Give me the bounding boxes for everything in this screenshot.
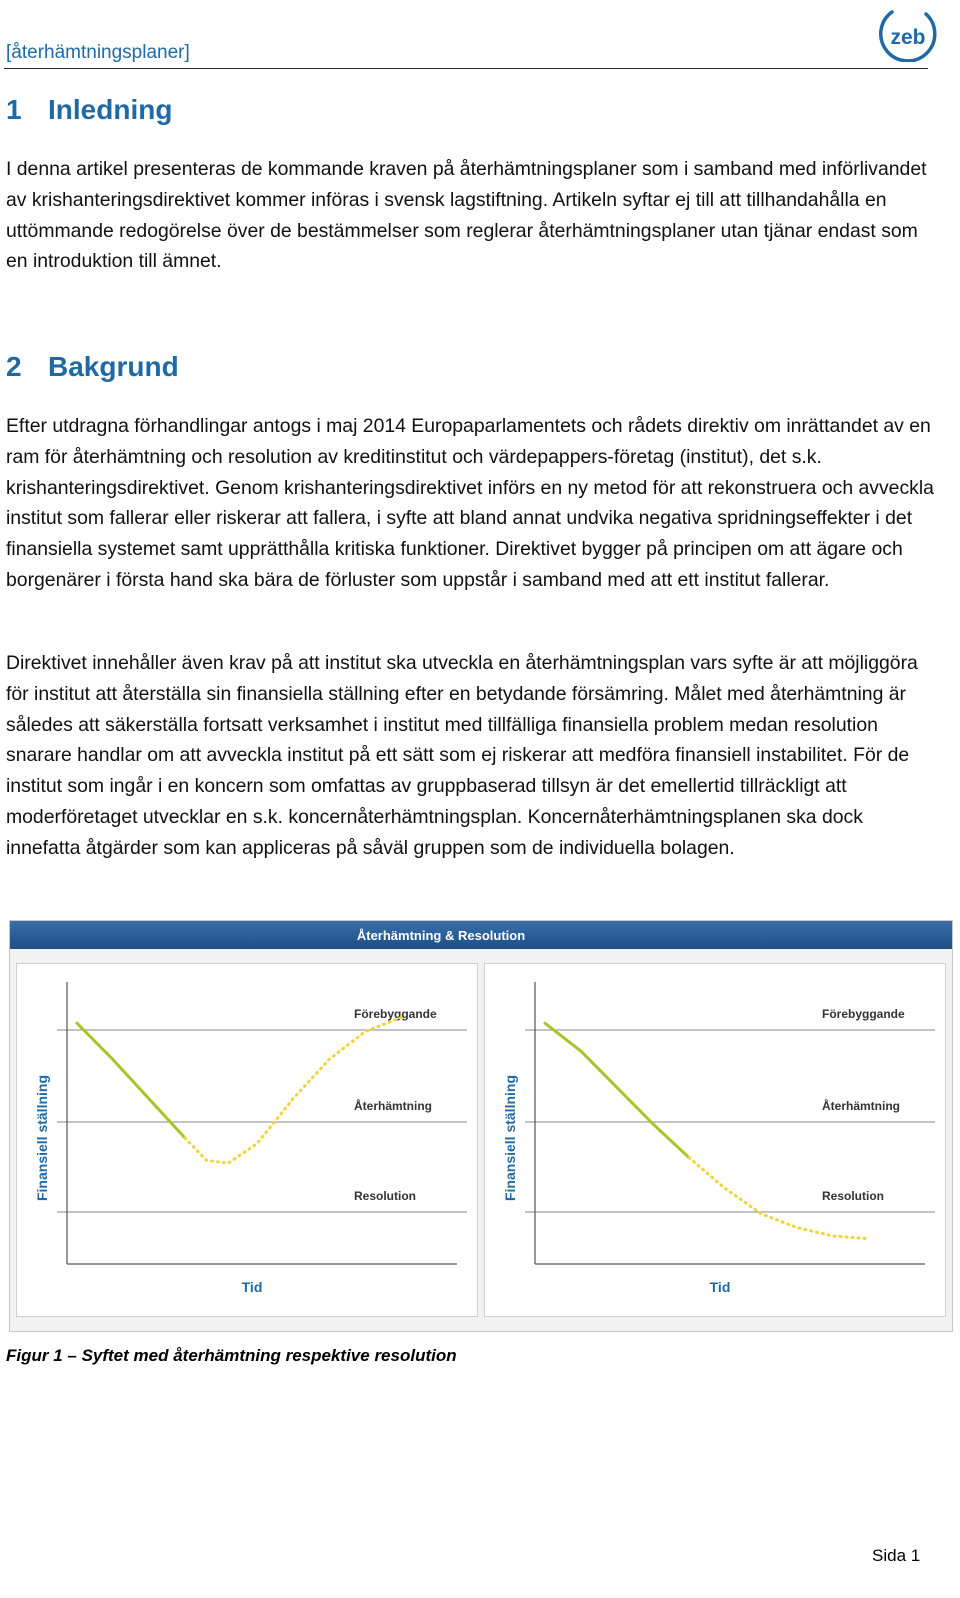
section-heading-bakgrund: [6, 351, 179, 383]
logo-text: zeb: [890, 26, 926, 49]
header-tag: [återhämtningsplaner]: [6, 42, 190, 63]
paragraph-bakgrund-2: Direktivet innehåller även krav på att institut ska utveckla en återhämtningsplan vars syfte är att möjliggöra för institut att återställa sin finansiella ställning efter en betydande försämring. Målet med återhämtning är således att säkerställa fortsatt verksamhet i institut med tillfälliga finansiella problem medan resolution snarare handlar om att avveckla institut på ett sätt som ej riskerar att medföra finansiell instabilitet. För de institut som ingår i en koncern som omfattas av gruppbaserad tillsyn är det emellertid tillräckligt att moderföretaget utvecklar en s.k. koncernåterhämtningsplan. Koncernåterhämtningsplanen ska dock innefatta åtgärder som kan appliceras på såväl gruppen som de individuella bolagen.: [6, 652, 918, 859]
zone-label: Förebyggande: [822, 1007, 905, 1021]
zeb-logo: [878, 2, 938, 62]
y-axis-label: Finansiell ställning: [502, 1074, 518, 1202]
zone-label: Resolution: [354, 1189, 416, 1203]
paragraph-inledning: I denna artikel presenteras de kommande kraven på återhämtningsplaner som i samband med införlivandet av krishanteringsdirektivet kommer införas i svensk lagstiftning. Artikeln syftar ej till att tillhandahålla en uttömmande redogörelse över de bestämmelser som reglerar återhämtningsplaner utan tjänar endast som en introduktion till ämnet.: [6, 158, 927, 273]
section-heading-inledning: [6, 94, 172, 126]
section-number: 1: [6, 94, 22, 125]
figure-caption: Figur 1 – Syftet med återhämtning respektive resolution: [6, 1346, 457, 1365]
figure-banner: [10, 921, 952, 949]
series-line-decline: [77, 1023, 185, 1138]
chart-panel-resolution: [484, 963, 946, 1317]
header-rule: [4, 68, 928, 69]
series-line-decline: [545, 1023, 689, 1157]
y-axis-label: Finansiell ställning: [34, 1074, 50, 1202]
section-number: 2: [6, 351, 22, 382]
zone-label: Återhämtning: [354, 1099, 432, 1113]
zone-label: Återhämtning: [822, 1099, 900, 1113]
page-number: Sida 1: [872, 1546, 921, 1565]
series-line-recovery: [185, 1018, 401, 1164]
zone-label: Förebyggande: [354, 1007, 437, 1021]
section-title: Inledning: [48, 94, 173, 125]
section-title: Bakgrund: [48, 351, 179, 382]
chart-resolution: [485, 964, 945, 1316]
x-axis-label: Tid: [709, 1279, 731, 1295]
paragraph-bakgrund-1: Efter utdragna förhandlingar antogs i maj 2014 Europaparlamentets och rådets direktiv om inrättandet av en ram för återhämtning och resolution av kreditinstitut och värdepappers-företag (institut), det s.k. krishanteringsdirektivet. Genom krishanteringsdirektivet införs en ny metod för att rekonstruera och avveckla institut som fallerar eller riskerar att fallera, i syfte att bland annat undvika negativa spridningseffekter i det finansiella systemet samt upprätthålla kritiska funktioner. Direktivet bygger på principen om att ägare och borgenärer i första hand ska bära de förluster som uppstår i samband med att ett institut fallerar.: [6, 415, 934, 591]
zone-label: Resolution: [822, 1189, 884, 1203]
figure: [9, 920, 953, 1332]
x-axis-label: Tid: [241, 1279, 263, 1295]
chart-recovery: [17, 964, 477, 1316]
chart-panel-recovery: [16, 963, 478, 1317]
figure-banner-title: Återhämtning & Resolution: [356, 927, 526, 943]
